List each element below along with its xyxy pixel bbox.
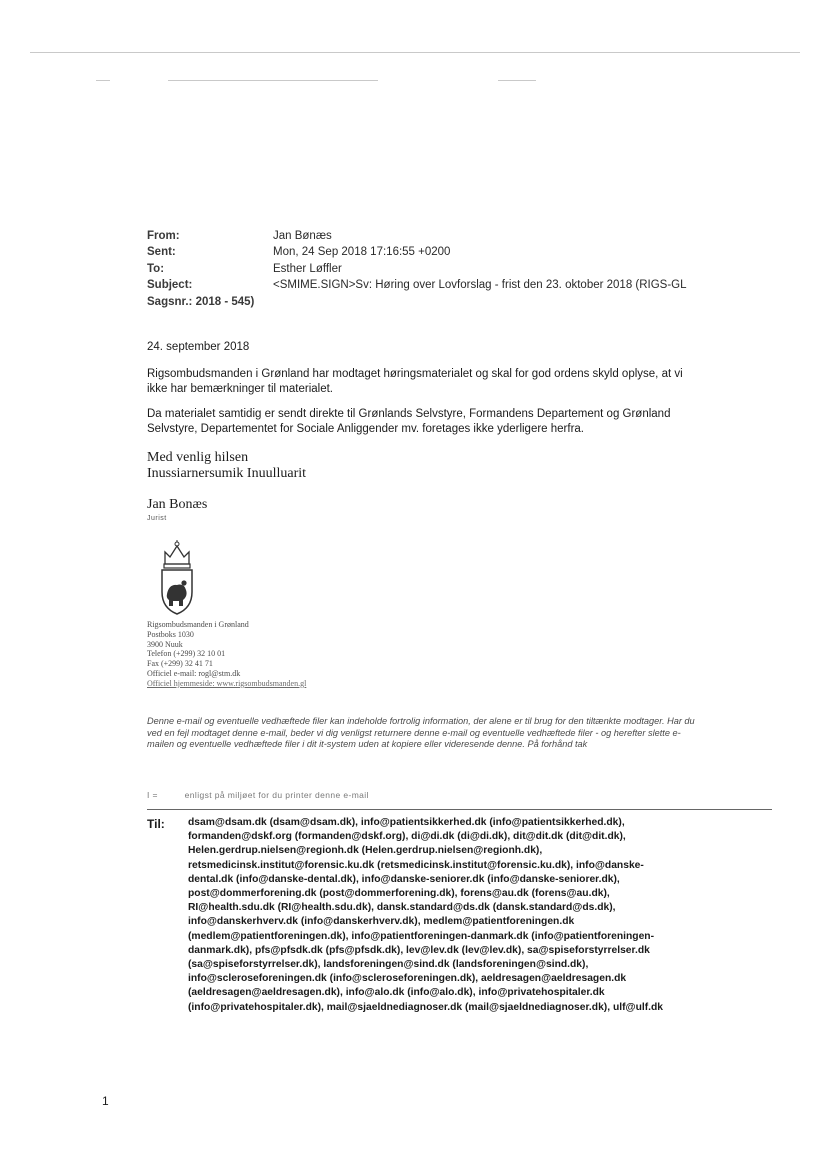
recipient-line: formanden@dskf.org (formanden@dskf.org), di@di.dk (di@di.dk), dit@dit.dk (dit@dit.dk),: [188, 831, 626, 843]
recipients-label: Til:: [147, 817, 165, 831]
recipient-line: retsmedicinsk.institut@forensic.ku.dk (retsmedicinsk.institut@forensic.ku.dk), info@danske-: [188, 859, 644, 871]
header-key: To:: [147, 262, 165, 275]
page-number: 1: [102, 1094, 109, 1108]
header-value: Esther Løffler: [273, 262, 342, 275]
header-subject: [147, 277, 687, 293]
leaf-icon: I =: [147, 790, 158, 800]
address-line: Rigsombudsmanden i Grønland: [147, 620, 249, 629]
header-from: [147, 228, 687, 244]
scan-artifact-line: [30, 52, 800, 53]
header-key: From:: [147, 230, 180, 242]
body-paragraph-1: Rigsombudsmanden i Grønland har modtaget høringsmaterialet og skal for god ordens skyld oplyse, at vi ikke har bemærkninger til materialet.: [147, 368, 683, 395]
header-to: [147, 261, 687, 277]
recipient-line: (info@privatehospitaler.dk), mail@sjaeldnediagnoser.dk (mail@sjaeldnediagnoser.dk), ulf@ulf.dk: [188, 1001, 664, 1013]
recipient-line: dental.dk (info@danske-dental.dk), info@danske-seniorer.dk (info@danske-seniorer.dk),: [188, 873, 620, 885]
address-line: Officiel e-mail: rogl@stm.dk: [147, 668, 241, 678]
recipient-line: info@danskerhverv.dk (info@danskerhverv.dk), medlem@patientforeningen.dk: [188, 916, 575, 928]
letter-date: 24. september 2018: [147, 341, 250, 353]
header-value: <SMIME.SIGN>Sv: Høring over Lovforslag - frist den 23. oktober 2018 (RIGS-GL: [273, 279, 687, 292]
signature-greeting: [147, 450, 306, 482]
scan-artifact-line: [498, 80, 536, 81]
recipient-line: Helen.gerdrup.nielsen@regionh.dk (Helen.gerdrup.nielsen@regionh.dk),: [188, 845, 543, 857]
recipient-line: post@dommerforening.dk (post@dommerforening.dk), forens@au.dk (forens@au.dk),: [188, 888, 610, 900]
disclaimer-text: Denne e-mail og eventuelle vedhæftede filer kan indeholde fortrolig information, der alene er til brug for den tiltænkte modtager. Har du ved en fejl modtaget denne e-mail, beder vi dig venligst returnere denne e-mail og eventuelle vedhæftede filer - og herefter slette e-mailen og eventuelle vedhæftede filer i dit it-system uden at kopiere eller videresende denne. På forhånd tak: [147, 716, 695, 750]
address-line: Fax (+299) 32 41 71: [147, 659, 213, 669]
greeting-danish: Med venlig hilsen: [147, 450, 249, 465]
signature-title: Jurist: [147, 515, 167, 522]
signature-name: Jan Bonæs: [147, 497, 208, 512]
address-line: Telefon (+299) 32 10 01: [147, 649, 226, 659]
address-block: [147, 620, 306, 689]
header-sent: [147, 244, 687, 260]
recipient-line: RI@health.sdu.dk (RI@health.sdu.dk), dansk.standard@ds.dk (dansk.standard@ds.dk),: [188, 902, 616, 914]
header-key: Sagsnr.: 2018 - 545): [147, 295, 255, 308]
header-key: Subject:: [147, 279, 193, 292]
header-value: Mon, 24 Sep 2018 17:16:55 +0200: [273, 246, 451, 259]
environment-notice: [147, 790, 369, 800]
header-sagsnr: [147, 294, 687, 310]
homepage-link[interactable]: Officiel hjemmeside: www.rigsombudsmanden.gl: [147, 678, 307, 688]
recipient-line: info@scleroseforeningen.dk (info@scleroseforeningen.dk), aeldresagen@aeldresagen.dk: [188, 973, 627, 985]
scan-artifact-line: [96, 80, 110, 81]
greeting-greenlandic: Inussiarnersumik Inuulluarit: [147, 466, 307, 481]
divider: [147, 809, 772, 810]
royal-crest-icon: [157, 538, 197, 623]
recipients-list: [188, 816, 688, 1015]
recipient-line: danmark.dk), pfs@pfsdk.dk (pfs@pfsdk.dk), lev@lev.dk (lev@lev.dk), sa@spiseforstyrrelser.dk: [188, 944, 650, 956]
recipient-line: dsam@dsam.dk (dsam@dsam.dk), info@patientsikkerhed.dk (info@patientsikkerhed.dk),: [188, 817, 625, 828]
recipient-line: (sa@spiseforstyrrelser.dk), landsforeningen@sind.dk (landsforeningen@sind.dk),: [188, 959, 589, 971]
recipient-line: (aeldresagen@aeldresagen.dk), info@alo.dk (info@alo.dk), info@privatehospitaler.dk: [188, 987, 605, 999]
email-header: [147, 228, 687, 310]
scan-artifact-line: [168, 80, 378, 81]
recipient-line: (medlem@patientforeningen.dk), info@patientforeningen-danmark.dk (info@patientforeningen-: [188, 930, 655, 942]
body-paragraph-2: Da materialet samtidig er sendt direkte til Grønlands Selvstyre, Formandens Departement og Grønland Selvstyre, Departementet for Sociale Anliggender mv. foretages ikke yderligere herfra.: [147, 408, 671, 435]
environment-text: enligst på miljøet for du printer denne e-mail: [184, 790, 369, 800]
address-line: 3900 Nuuk: [147, 639, 183, 649]
address-line: Postboks 1030: [147, 629, 194, 639]
header-value: Jan Bønæs: [273, 230, 332, 242]
header-key: Sent:: [147, 246, 176, 259]
